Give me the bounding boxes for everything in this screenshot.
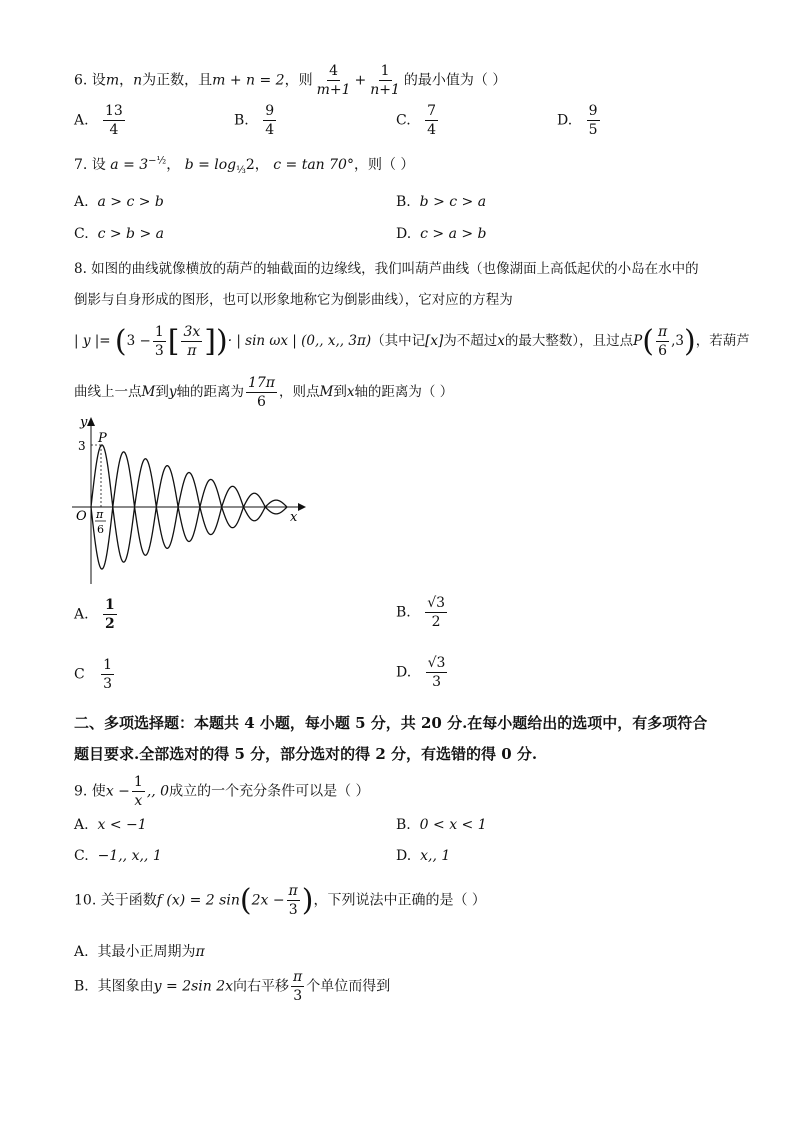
q6-option-d[interactable]: D. $\frac{9}{5}$ [557, 103, 598, 138]
q7-option-a[interactable]: A. a > c > b [74, 194, 164, 210]
x-axis-label: x [290, 510, 298, 525]
q6-fraction-2: $\frac{1}{n+1}$ [370, 63, 400, 98]
q10-option-b[interactable]: B. 其图象由y = 2sin 2x向右平移 $\frac{\pi}{3}$ 个单位而得到 [74, 969, 391, 1004]
section-2-header-line-2: 题目要求.全部选对的得 5 分，部分选对的得 2 分，有选错的得 0 分. [74, 745, 538, 763]
q6-option-b[interactable]: B. $\frac{9}{4}$ [234, 103, 275, 138]
q8-option-a[interactable]: A. $\frac{1}{2}$ [74, 597, 115, 632]
q8-equation-line: | y |= (3 − $\frac{1}{3}$ [ $\frac{3x}{\pi}$ ])· | sin ωx | (0,, x,, 3π)（其中记[x]为不超过x的最大整数），且过点P( $\frac{\pi}{6}$ ,3)，若葫芦 [74, 324, 750, 359]
tick-x-den: 6 [97, 523, 104, 536]
q6-option-a[interactable]: A. $\frac{13}{4}$ [74, 103, 123, 138]
y-axis-label: y [80, 415, 88, 430]
section-2-header-line-1: 二、多项选择题：本题共 4 小题，每小题 5 分，共 20 分.在每小题给出的选项中，有多项符合 [74, 714, 708, 732]
q9-option-c[interactable]: C. −1,, x,, 1 [74, 848, 162, 864]
q8-gourd-curve-graph [72, 412, 312, 587]
q6-stem: 6. 设m，n为正数，且m + n = 2，则 $\frac{4}{m+1}$ + $\frac{1}{n+1}$ 的最小值为（ ） [74, 63, 507, 98]
q7-option-d[interactable]: D. c > a > b [396, 226, 487, 242]
q9-option-b[interactable]: B. 0 < x < 1 [396, 817, 487, 833]
q9-option-d[interactable]: D. x,, 1 [396, 848, 451, 864]
y-axis-arrow [87, 417, 95, 426]
q8-line-1: 8. 如图的曲线就像横放的葫芦的轴截面的边缘线，我们叫葫芦曲线（也像湖面上高低起伏的小岛在水中的 [74, 261, 699, 277]
q6-option-c[interactable]: C. $\frac{7}{4}$ [396, 103, 437, 138]
origin-label: O [76, 509, 87, 524]
q9-option-a[interactable]: A. x < −1 [74, 817, 147, 833]
q7-option-c[interactable]: C. c > b > a [74, 226, 164, 242]
q6-fraction-1: $\frac{4}{m+1}$ [316, 63, 351, 98]
tick-y-3: 3 [78, 439, 86, 453]
q10-option-a[interactable]: A. 其最小正周期为π [74, 944, 205, 960]
q8-option-c[interactable]: C $\frac{1}{3}$ [74, 657, 113, 692]
q8-option-d[interactable]: D. $\frac{√3}{3}$ [396, 655, 446, 690]
q7-option-b[interactable]: B. b > c > a [396, 194, 487, 210]
q8-line-2: 倒影与自身形成的图形，也可以形象地称它为倒影曲线），它对应的方程为 [74, 292, 513, 308]
point-p-label: P [98, 431, 107, 446]
tick-x-num: π [96, 508, 104, 521]
q8-line-4: 曲线上一点M到y轴的距离为 $\frac{17\pi}{6}$ ，则点M到x轴的距离为（ ） [74, 375, 454, 410]
q10-stem: 10. 关于函数f (x) = 2 sin(2x − $\frac{\pi}{3}$ )，下列说法中正确的是（ ） [74, 883, 486, 918]
q7-stem: 7. 设 $a = 3^{-\frac{1}{2}}$， $b = \log_{\frac{1}{3}}2$， c = tan 70°，则（ ） [74, 155, 415, 176]
x-axis-arrow [298, 503, 306, 511]
q8-option-b[interactable]: B. $\frac{√3}{2}$ [396, 595, 446, 630]
q9-stem: 9. 使x − $\frac{1}{x}$ ,, 0成立的一个充分条件可以是（ ） [74, 774, 370, 809]
